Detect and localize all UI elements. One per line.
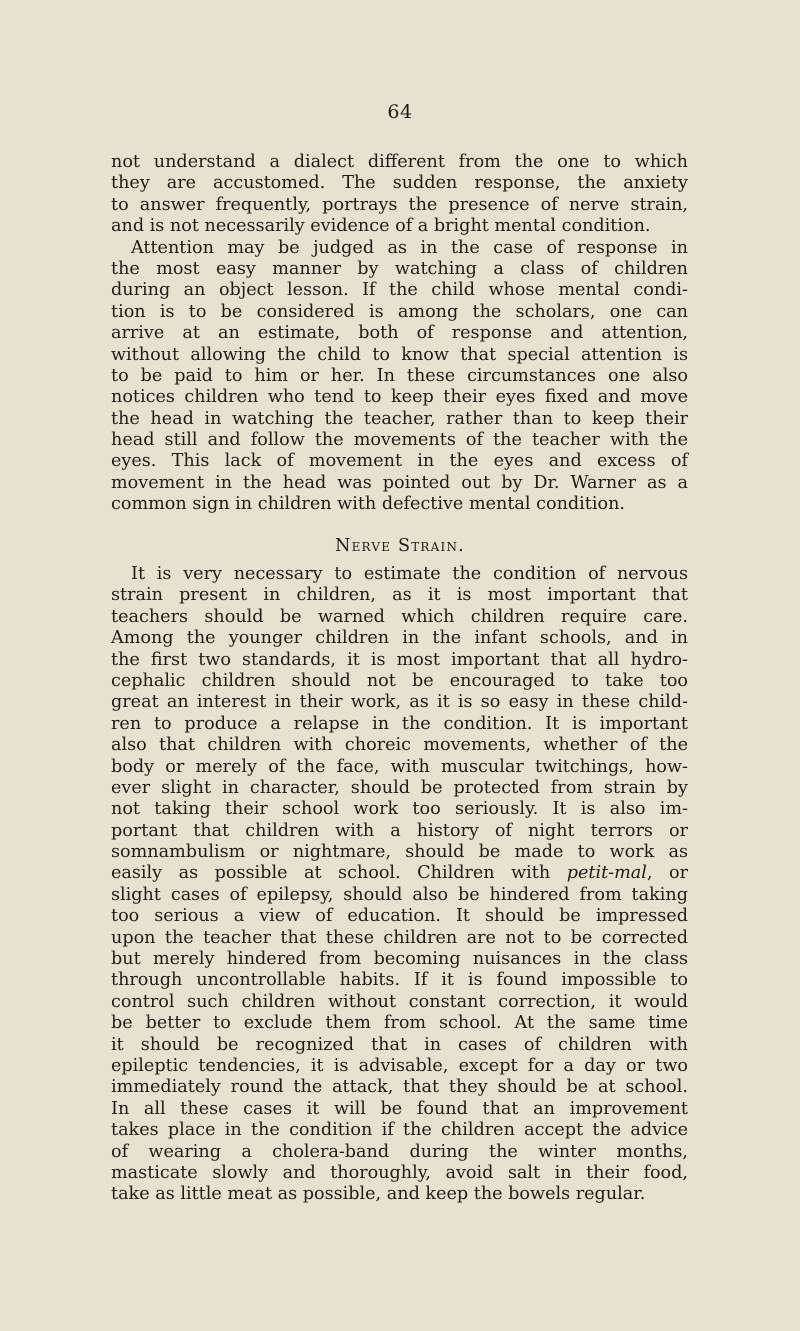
text-line: they are accustomed. The sudden response, the anxiety	[111, 173, 688, 194]
text-line: epileptic tendencies, it is advisable, except for a day or two	[111, 1055, 688, 1076]
text-fragment: easily as possible at school. Children with	[111, 863, 567, 884]
text-line: control such children without constant correction, it would	[111, 991, 688, 1012]
text-line: not understand a dialect different from the one to which	[111, 152, 688, 172]
text-line: body or merely of the face, with muscular twitchings, how-	[111, 756, 688, 777]
text-line: head still and follow the movements of the teacher with the	[111, 430, 688, 451]
text-line-with-term	[111, 863, 688, 884]
section-heading: Nerve Strain.	[335, 536, 465, 556]
text-line: great an interest in their work, as it is so easy in these child-	[111, 692, 688, 713]
text-block-top	[111, 152, 688, 516]
text-block-nerve-strain	[111, 564, 688, 1206]
text-line: without allowing the child to know that special attention is	[111, 344, 688, 365]
text-line: movement in the head was pointed out by Dr. Warner as a	[111, 472, 688, 493]
text-line: common sign in children with defective mental condition.	[111, 494, 626, 515]
text-line: ren to produce a relapse in the condition. It is important	[111, 713, 688, 734]
text-line: through uncontrollable habits. If it is found impossible to	[111, 970, 688, 991]
text-line: the first two standards, it is most important that all hydro-	[111, 649, 688, 670]
text-line: be better to exclude them from school. At the same time	[111, 1013, 688, 1034]
text-line: to answer frequently, portrays the presence of nerve strain,	[111, 194, 688, 215]
text-line: teachers should be warned which children require care.	[111, 606, 688, 627]
text-line: Attention may be judged as in the case of response in	[131, 237, 688, 258]
text-line: arrive at an estimate, both of response and attention,	[111, 323, 688, 344]
text-line: Among the younger children in the infant schools, and in	[111, 628, 688, 649]
text-line: not taking their school work too seriously. It is also im-	[111, 799, 688, 820]
text-line: takes place in the condition if the children accept the advice	[111, 1120, 688, 1141]
text-line: to be paid to him or her. In these circumstances one also	[111, 365, 688, 386]
text-line: the head in watching the teacher, rather than to keep their	[111, 408, 688, 429]
text-line: upon the teacher that these children are not to be corrected	[111, 927, 688, 948]
text-line: also that children with choreic movements, whether of the	[111, 735, 688, 756]
text-line: In all these cases it will be found that an improvement	[111, 1098, 688, 1119]
text-line: immediately round the attack, that they should be at school.	[111, 1077, 688, 1098]
text-line: eyes. This lack of movement in the eyes and excess of	[111, 451, 688, 472]
text-line: cephalic children should not be encouraged to take too	[111, 670, 688, 691]
page-number: 64	[387, 101, 413, 123]
text-line: too serious a view of education. It should be impressed	[111, 906, 688, 927]
text-line: strain present in children, as it is most important that	[111, 585, 688, 606]
text-line: take as little meat as possible, and keep the bowels regular.	[111, 1184, 646, 1205]
text-line: masticate slowly and thoroughly, avoid salt in their food,	[111, 1162, 688, 1183]
text-fragment: , or	[646, 863, 688, 884]
text-line: tion is to be considered is among the scholars, one can	[111, 301, 688, 322]
text-line: notices children who tend to keep their eyes fixed and move	[111, 387, 688, 408]
text-line: ever slight in character, should be protected from strain by	[111, 777, 688, 798]
text-line: it should be recognized that in cases of children with	[111, 1034, 688, 1055]
text-line: slight cases of epilepsy, should also be hindered from taking	[111, 884, 688, 905]
text-line: during an object lesson. If the child whose mental condi-	[111, 280, 688, 301]
text-line: It is very necessary to estimate the condition of nervous	[131, 564, 688, 584]
text-line: and is not necessarily evidence of a bright mental condition.	[111, 216, 651, 237]
text-line: of wearing a cholera-band during the winter months,	[111, 1141, 688, 1162]
text-line: but merely hindered from becoming nuisances in the class	[111, 949, 688, 970]
italic-term: petit-mal	[566, 863, 647, 884]
text-line: somnambulism or nightmare, should be made to work as	[111, 842, 688, 863]
text-line: portant that children with a history of night terrors or	[111, 820, 688, 841]
text-line: the most easy manner by watching a class of children	[111, 258, 688, 279]
